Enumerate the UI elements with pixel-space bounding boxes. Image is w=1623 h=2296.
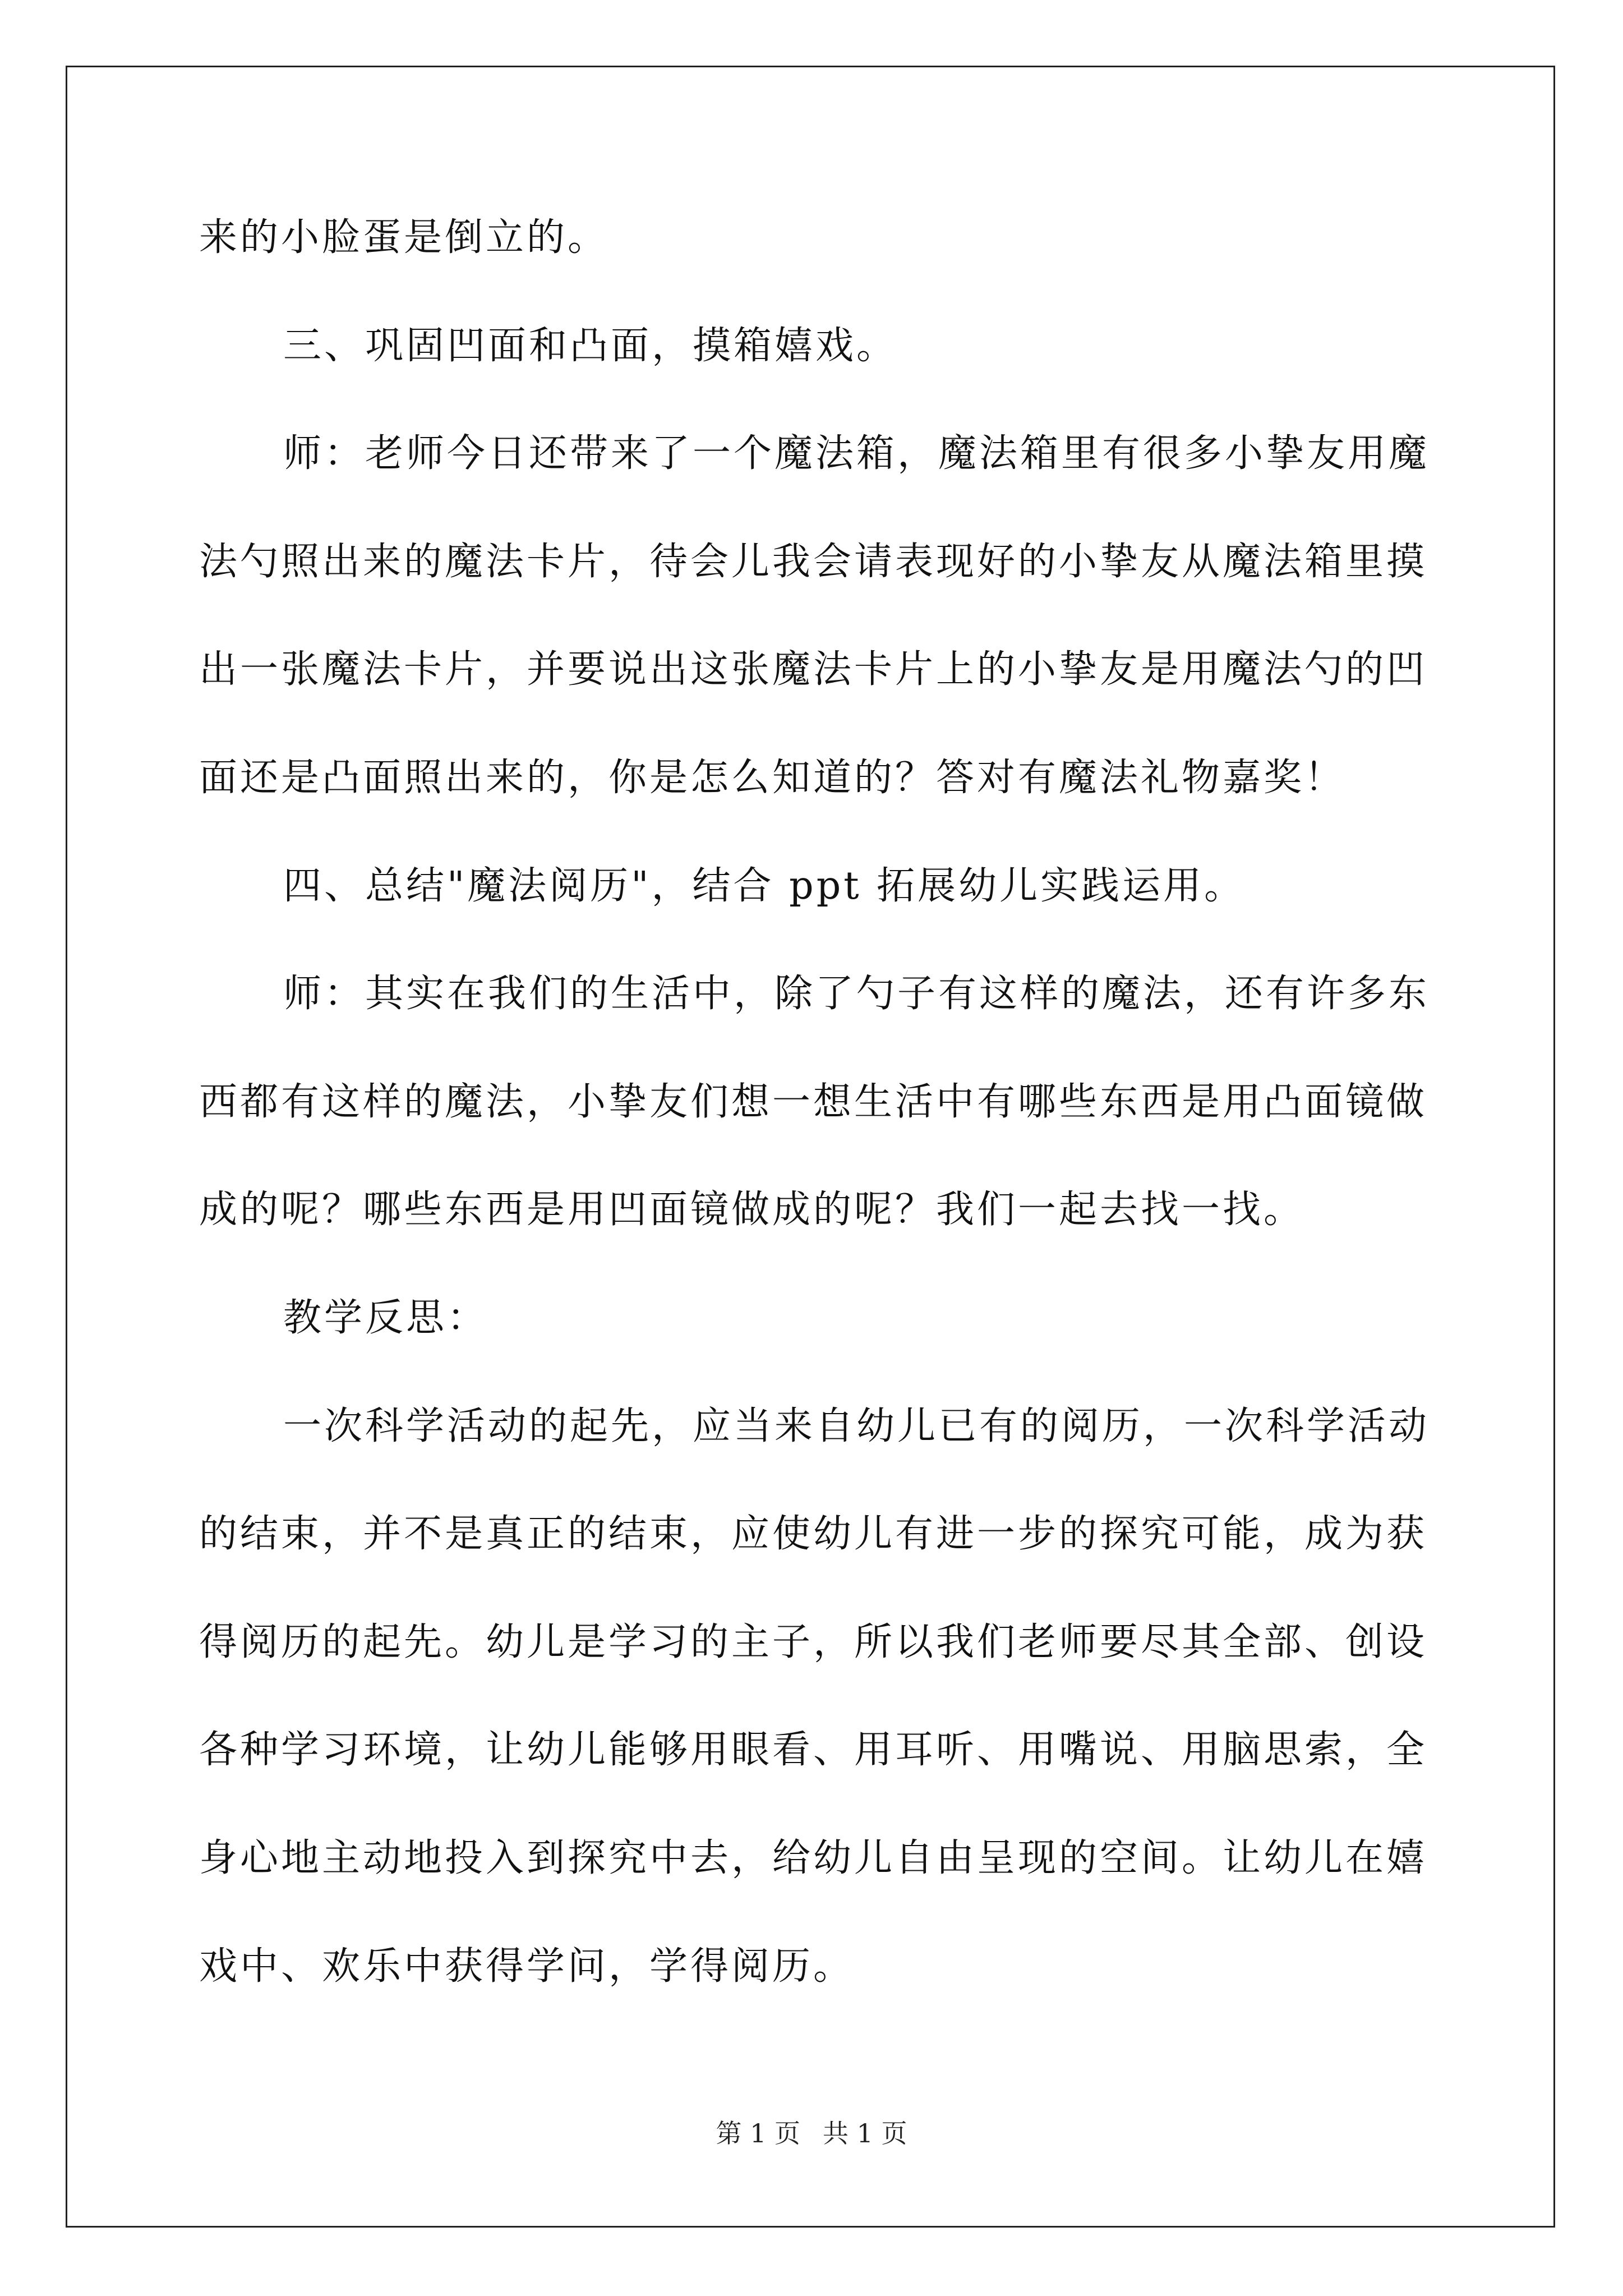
page-footer [0, 2119, 1623, 2147]
text-line: 身心地主动地投入到探究中去，给幼儿自由呈现的空间。让幼儿在嬉 [199, 1835, 1428, 1880]
text-line: 戏中、欢乐中获得学问，学得阅历。 [199, 1944, 855, 1989]
section-heading: 教学反思： [283, 1295, 488, 1340]
text-line: 面还是凸面照出来的，你是怎么知道的？答对有魔法礼物嘉奖！ [199, 755, 1346, 800]
text-line: 来的小脸蛋是倒立的。 [199, 215, 609, 260]
text-line: 出一张魔法卡片，并要说出这张魔法卡片上的小挚友是用魔法勺的凹 [199, 647, 1428, 692]
text-line: 成的呢？哪些东西是用凹面镜做成的呢？我们一起去找一找。 [199, 1188, 1305, 1232]
section-heading: 四、总结"魔法阅历"，结合 ppt 拓展幼儿实践运用。 [283, 863, 1246, 908]
text-line: 师：其实在我们的生活中，除了勺子有这样的魔法，还有许多东 [283, 972, 1430, 1016]
text-line: 西都有这样的魔法，小挚友们想一想生活中有哪些东西是用凸面镜做 [199, 1079, 1428, 1124]
text-line: 得阅历的起先。幼儿是学习的主子，所以我们老师要尽其全部、创设 [199, 1619, 1428, 1664]
text-line: 师：老师今日还带来了一个魔法箱，魔法箱里有很多小挚友用魔 [283, 431, 1430, 476]
text-line: 法勺照出来的魔法卡片，待会儿我会请表现好的小挚友从魔法箱里摸 [199, 539, 1428, 584]
text-line: 一次科学活动的起先，应当来自幼儿已有的阅历，一次科学活动 [283, 1404, 1430, 1448]
page-total: 共 1 页 [823, 2118, 907, 2148]
text-line: 的结束，并不是真正的结束，应使幼儿有进一步的探究可能，成为获 [199, 1512, 1428, 1557]
text-line: 各种学习环境，让幼儿能够用眼看、用耳听、用嘴说、用脑思索，全 [199, 1728, 1428, 1773]
section-heading: 三、巩固凹面和凸面，摸箱嬉戏。 [283, 323, 898, 368]
document-body [199, 215, 1430, 2055]
page-number: 第 1 页 [716, 2118, 800, 2148]
